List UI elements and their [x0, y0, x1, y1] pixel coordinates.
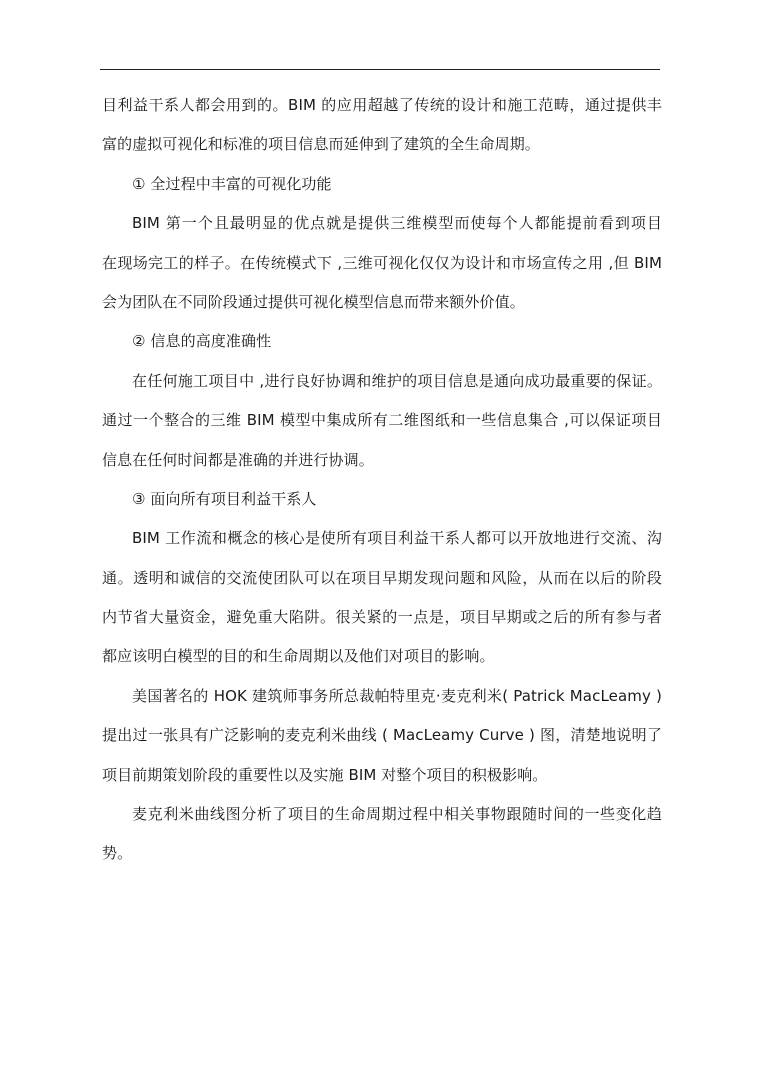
paragraph-line: 在现场完工的样子。在传统模式下 ,三维可视化仅仅为设计和市场宣传之用 ,但 BIM — [102, 253, 662, 272]
paragraph-line: 富的虚拟可视化和标准的项目信息而延伸到了建筑的全生命周期。 — [102, 135, 540, 154]
section-heading: ③ 面向所有项目利益干系人 — [132, 489, 317, 508]
paragraph-line: 势。 — [102, 844, 133, 863]
paragraph-line: BIM 第一个且最明显的优点就是提供三维模型而使每个人都能提前看到项目 — [132, 214, 662, 233]
paragraph-line: 会为团队在不同阶段通过提供可视化模型信息而带来额外价值。 — [102, 292, 525, 311]
section-heading: ① 全过程中丰富的可视化功能 — [132, 174, 332, 193]
paragraph-line: 在任何施工项目中 ,进行良好协调和维护的项目信息是通向成功最重要的保证。 — [132, 371, 662, 390]
document-body — [102, 86, 662, 874]
paragraph-line: 美国著名的 HOK 建筑师事务所总裁帕特里克·麦克利米( Patrick MacLeamy ) — [132, 686, 662, 705]
paragraph-line: 项目前期策划阶段的重要性以及实施 BIM 对整个项目的积极影响。 — [102, 765, 548, 784]
header-rule — [100, 69, 660, 70]
paragraph-line: 目利益干系人都会用到的。BIM 的应用超越了传统的设计和施工范畴，通过提供丰 — [102, 96, 662, 114]
paragraph-line: 都应该明白模型的目的和生命周期以及他们对项目的影响。 — [102, 647, 495, 666]
section-heading: ② 信息的高度准确性 — [132, 332, 272, 351]
paragraph-line: 信息在任何时间都是准确的并进行协调。 — [102, 450, 374, 469]
paragraph-line: 麦克利米曲线图分析了项目的生命周期过程中相关事物跟随时间的一些变化趋 — [132, 805, 662, 824]
paragraph-line: 内节省大量资金，避免重大陷阱。很关紧的一点是，项目早期或之后的所有参与者 — [102, 608, 662, 627]
paragraph-line: BIM 工作流和概念的核心是使所有项目利益干系人都可以开放地进行交流、沟 — [132, 529, 662, 548]
paragraph-line: 通。透明和诚信的交流使团队可以在项目早期发现问题和风险，从而在以后的阶段 — [102, 568, 662, 587]
paragraph-line: 通过一个整合的三维 BIM 模型中集成所有二维图纸和一些信息集合 ,可以保证项目 — [102, 411, 662, 430]
paragraph-line: 提出过一张具有广泛影响的麦克利米曲线 ( MacLeamy Curve ) 图，清楚地说明了 — [102, 726, 662, 745]
